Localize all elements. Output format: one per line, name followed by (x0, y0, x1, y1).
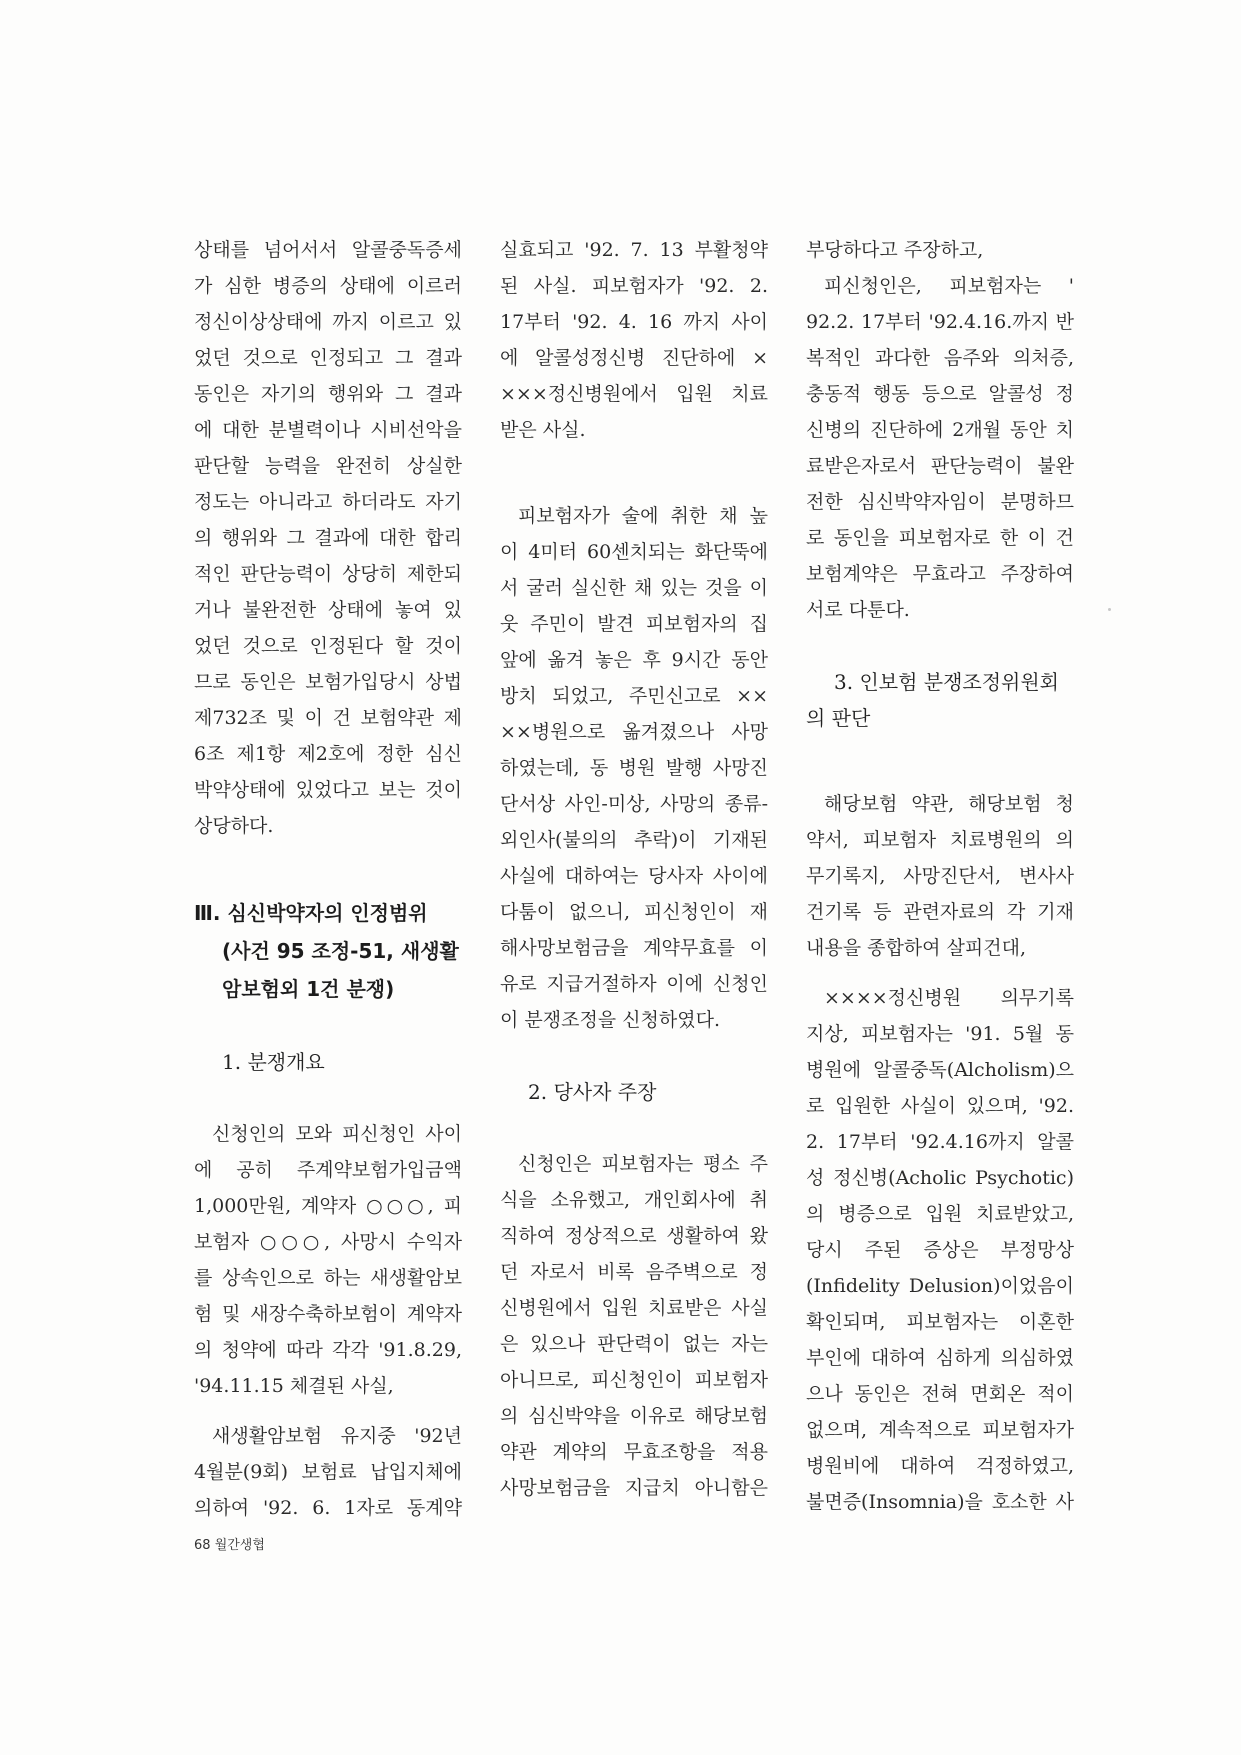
text-line: 된 사실. 피보험자가 '92. 2. (500, 275, 768, 297)
section-heading (194, 894, 462, 1008)
text-line: 새생활암보험 유지중 '92년 (212, 1425, 462, 1447)
text-line: 의 청약에 따라 각각 '91.8.29, (194, 1339, 462, 1361)
text-line: 앞에 옮겨 놓은 후 9시간 동안 (500, 649, 768, 671)
paragraph (806, 786, 1074, 966)
paragraph (194, 1418, 462, 1526)
text-line: 신병원에서 입원 치료받은 사실 (500, 1297, 768, 1319)
text-line: 었던 것으로 인정된다 할 것이 (194, 635, 462, 657)
text-line: 2. 17부터 '92.4.16까지 알콜 (806, 1131, 1074, 1153)
text-line: ××병원으로 옮겨졌으나 사망 (500, 721, 768, 743)
subheading: 2. 당사자 주장 (528, 1080, 657, 1104)
paragraph (194, 232, 462, 844)
publication-name: 월간생협 (214, 1538, 265, 1553)
text-line: 1,000만원, 계약자 ○○○, 피 (194, 1195, 462, 1217)
text-line: 전한 심신박약자임이 분명하므 (806, 491, 1074, 513)
text-line: 가 심한 병증의 상태에 이르러 (194, 275, 462, 297)
scan-speck (1108, 608, 1111, 611)
text-line: 므로 동인은 보험가입당시 상법 (194, 671, 462, 693)
paragraph (500, 232, 768, 448)
text-line: 거나 불완전한 상태에 놓여 있 (194, 599, 462, 621)
text-line: 약관 계약의 무효조항을 적용 (500, 1441, 768, 1463)
section-heading-line: (사건 95 조정-51, 새생활 (222, 939, 459, 963)
text-line: 던 자로서 비록 음주벽으로 정 (500, 1261, 768, 1283)
paragraph (806, 232, 1074, 268)
text-line: 해사망보험금을 계약무효를 이 (500, 937, 768, 959)
text-column-3 (806, 232, 1074, 1520)
text-line: 의 행위와 그 결과에 대한 합리 (194, 527, 462, 549)
text-line: '94.11.15 체결된 사실, (194, 1375, 394, 1397)
section-heading-line: 암보험외 1건 분쟁) (222, 977, 395, 1001)
text-line: 확인되며, 피보험자는 이혼한 (806, 1311, 1074, 1333)
text-line: 식을 소유했고, 개인회사에 취 (500, 1189, 768, 1211)
text-line: 유로 지급거절하자 이에 신청인 (500, 973, 768, 995)
text-column-2 (500, 232, 768, 1506)
text-line: 서로 다툰다. (806, 599, 910, 621)
text-line: 상태를 넘어서서 알콜중독증세 (194, 239, 462, 261)
paragraph (500, 1146, 768, 1506)
subheading (806, 664, 1074, 736)
text-line: 피보험자가 술에 취한 채 높 (518, 505, 768, 527)
subheading-line: 의 판단 (806, 706, 871, 730)
text-line: 은 있으나 판단력이 없는 자는 (500, 1333, 768, 1355)
text-line: 사망보험금을 지급치 아니함은 (500, 1477, 768, 1499)
text-line: 신청인은 피보험자는 평소 주 (518, 1153, 768, 1175)
text-line: 보험자 ○○○, 사망시 수익자 (194, 1231, 462, 1253)
text-line: 사실에 대하여는 당사자 사이에 (500, 865, 768, 887)
text-line: 불면증(Insomnia)을 호소한 사 (806, 1491, 1074, 1513)
text-line: 제732조 및 이 건 보험약관 제 (194, 707, 462, 729)
text-line: 건기록 등 관련자료의 각 기재 (806, 901, 1074, 923)
text-line: 의 병증으로 입원 치료받았고, (806, 1203, 1074, 1225)
text-line: 92.2. 17부터 '92.4.16.까지 반 (806, 311, 1074, 333)
text-line: 지상, 피보험자는 '91. 5월 동 (806, 1023, 1074, 1045)
text-line: 성 정신병(Acholic Psychotic) (806, 1167, 1074, 1189)
text-line: 17부터 '92. 4. 16 까지 사이 (500, 311, 768, 333)
text-line: 직하여 정상적으로 생활하여 왔 (500, 1225, 768, 1247)
text-line: 부인에 대하여 심하게 의심하였 (806, 1347, 1074, 1369)
text-line: ×××정신병원에서 입원 치료 (500, 383, 768, 405)
text-line: 병원비에 대하여 걱정하였고, (806, 1455, 1074, 1477)
text-line: 다툼이 없으니, 피신청인이 재 (500, 901, 768, 923)
text-line: 를 상속인으로 하는 새생활암보 (194, 1267, 462, 1289)
text-line: 당시 주된 증상은 부정망상 (806, 1239, 1074, 1261)
text-line: 험 및 새장수축하보험이 계약자 (194, 1303, 462, 1325)
text-line: 었던 것으로 인정되고 그 결과 (194, 347, 462, 369)
text-line: 아니므로, 피신청인이 피보험자 (500, 1369, 768, 1391)
text-column-1 (194, 232, 462, 1526)
text-line: 방치 되었고, 주민신고로 ×× (500, 685, 768, 707)
page-number: 68 (194, 1538, 211, 1553)
text-line: 부당하다고 주장하고, (806, 239, 984, 261)
section-heading-line: Ⅲ. 심신박약자의 인정범위 (194, 901, 428, 925)
text-line: 무기록지, 사망진단서, 변사사 (806, 865, 1074, 887)
text-line: 웃 주민이 발견 피보험자의 집 (500, 613, 768, 635)
text-line: 외인사(불의의 추락)이 기재된 (500, 829, 768, 851)
text-line: 으나 동인은 전혀 면회온 적이 (806, 1383, 1074, 1405)
text-line: 실효되고 '92. 7. 13 부활청약 (500, 239, 768, 261)
paragraph (806, 980, 1074, 1520)
text-line: 신청인의 모와 피신청인 사이 (212, 1123, 462, 1145)
text-line: 상당하다. (194, 815, 274, 837)
text-line: 적인 판단능력이 상당히 제한되 (194, 563, 462, 585)
text-line: 병원에 알콜중독(Alcholism)으 (806, 1059, 1074, 1081)
text-line: 이 분쟁조정을 신청하였다. (500, 1009, 721, 1031)
text-line: 로 동인을 피보험자로 한 이 건 (806, 527, 1074, 549)
text-line: 박약상태에 있었다고 보는 것이 (194, 779, 462, 801)
text-line: 4월분(9회) 보험료 납입지체에 (194, 1461, 462, 1483)
text-line: 로 입원한 사실이 있으며, '92. (806, 1095, 1074, 1117)
page-footer (194, 1534, 265, 1553)
text-line: 6조 제1항 제2호에 정한 심신 (194, 743, 462, 765)
text-line: 해당보험 약관, 해당보험 청 (824, 793, 1074, 815)
text-line: 받은 사실. (500, 419, 586, 441)
text-line: 정도는 아니라고 하더라도 자기 (194, 491, 462, 513)
paragraph (194, 1116, 462, 1404)
text-line: ××××정신병원 의무기록 (824, 987, 1074, 1009)
text-line: 의하여 '92. 6. 1자로 동계약 (194, 1497, 462, 1519)
text-line: 없으며, 계속적으로 피보험자가 (806, 1419, 1074, 1441)
text-line: 약서, 피보험자 치료병원의 의 (806, 829, 1074, 851)
text-line: 신병의 진단하에 2개월 동안 치 (806, 419, 1074, 441)
text-line: 료받은자로서 판단능력이 불완 (806, 455, 1074, 477)
paragraph (806, 268, 1074, 628)
subheading-line: 3. 인보험 분쟁조정위원회 (834, 670, 1059, 694)
text-line: 충동적 행동 등으로 알콜성 정 (806, 383, 1074, 405)
text-line: 단서상 사인-미상, 사망의 종류- (500, 793, 768, 815)
text-line: 에 공히 주계약보험가입금액 (194, 1159, 462, 1181)
text-line: 정신이상상태에 까지 이르고 있 (194, 311, 462, 333)
text-line: 판단할 능력을 완전히 상실한 (194, 455, 462, 477)
text-line: 에 알콜성정신병 진단하에 × (500, 347, 768, 369)
text-line: 에 대한 분별력이나 시비선악을 (194, 419, 462, 441)
text-line: (Infidelity Delusion)이었음이 (806, 1275, 1074, 1297)
text-line: 보험계약은 무효라고 주장하여 (806, 563, 1074, 585)
text-line: 내용을 종합하여 살피건대, (806, 937, 1027, 959)
subheading: 1. 분쟁개요 (222, 1050, 325, 1074)
paragraph (500, 498, 768, 1038)
text-line: 하였는데, 동 병원 발행 사망진 (500, 757, 768, 779)
text-line: 동인은 자기의 행위와 그 결과 (194, 383, 462, 405)
text-line: 피신청인은, 피보험자는 ' (824, 275, 1074, 297)
text-line: 의 심신박약을 이유로 해당보험 (500, 1405, 768, 1427)
text-line: 이 4미터 60센치되는 화단뚝에 (500, 541, 768, 563)
text-line: 서 굴러 실신한 채 있는 것을 이 (500, 577, 768, 599)
text-line: 복적인 과다한 음주와 의처증, (806, 347, 1074, 369)
